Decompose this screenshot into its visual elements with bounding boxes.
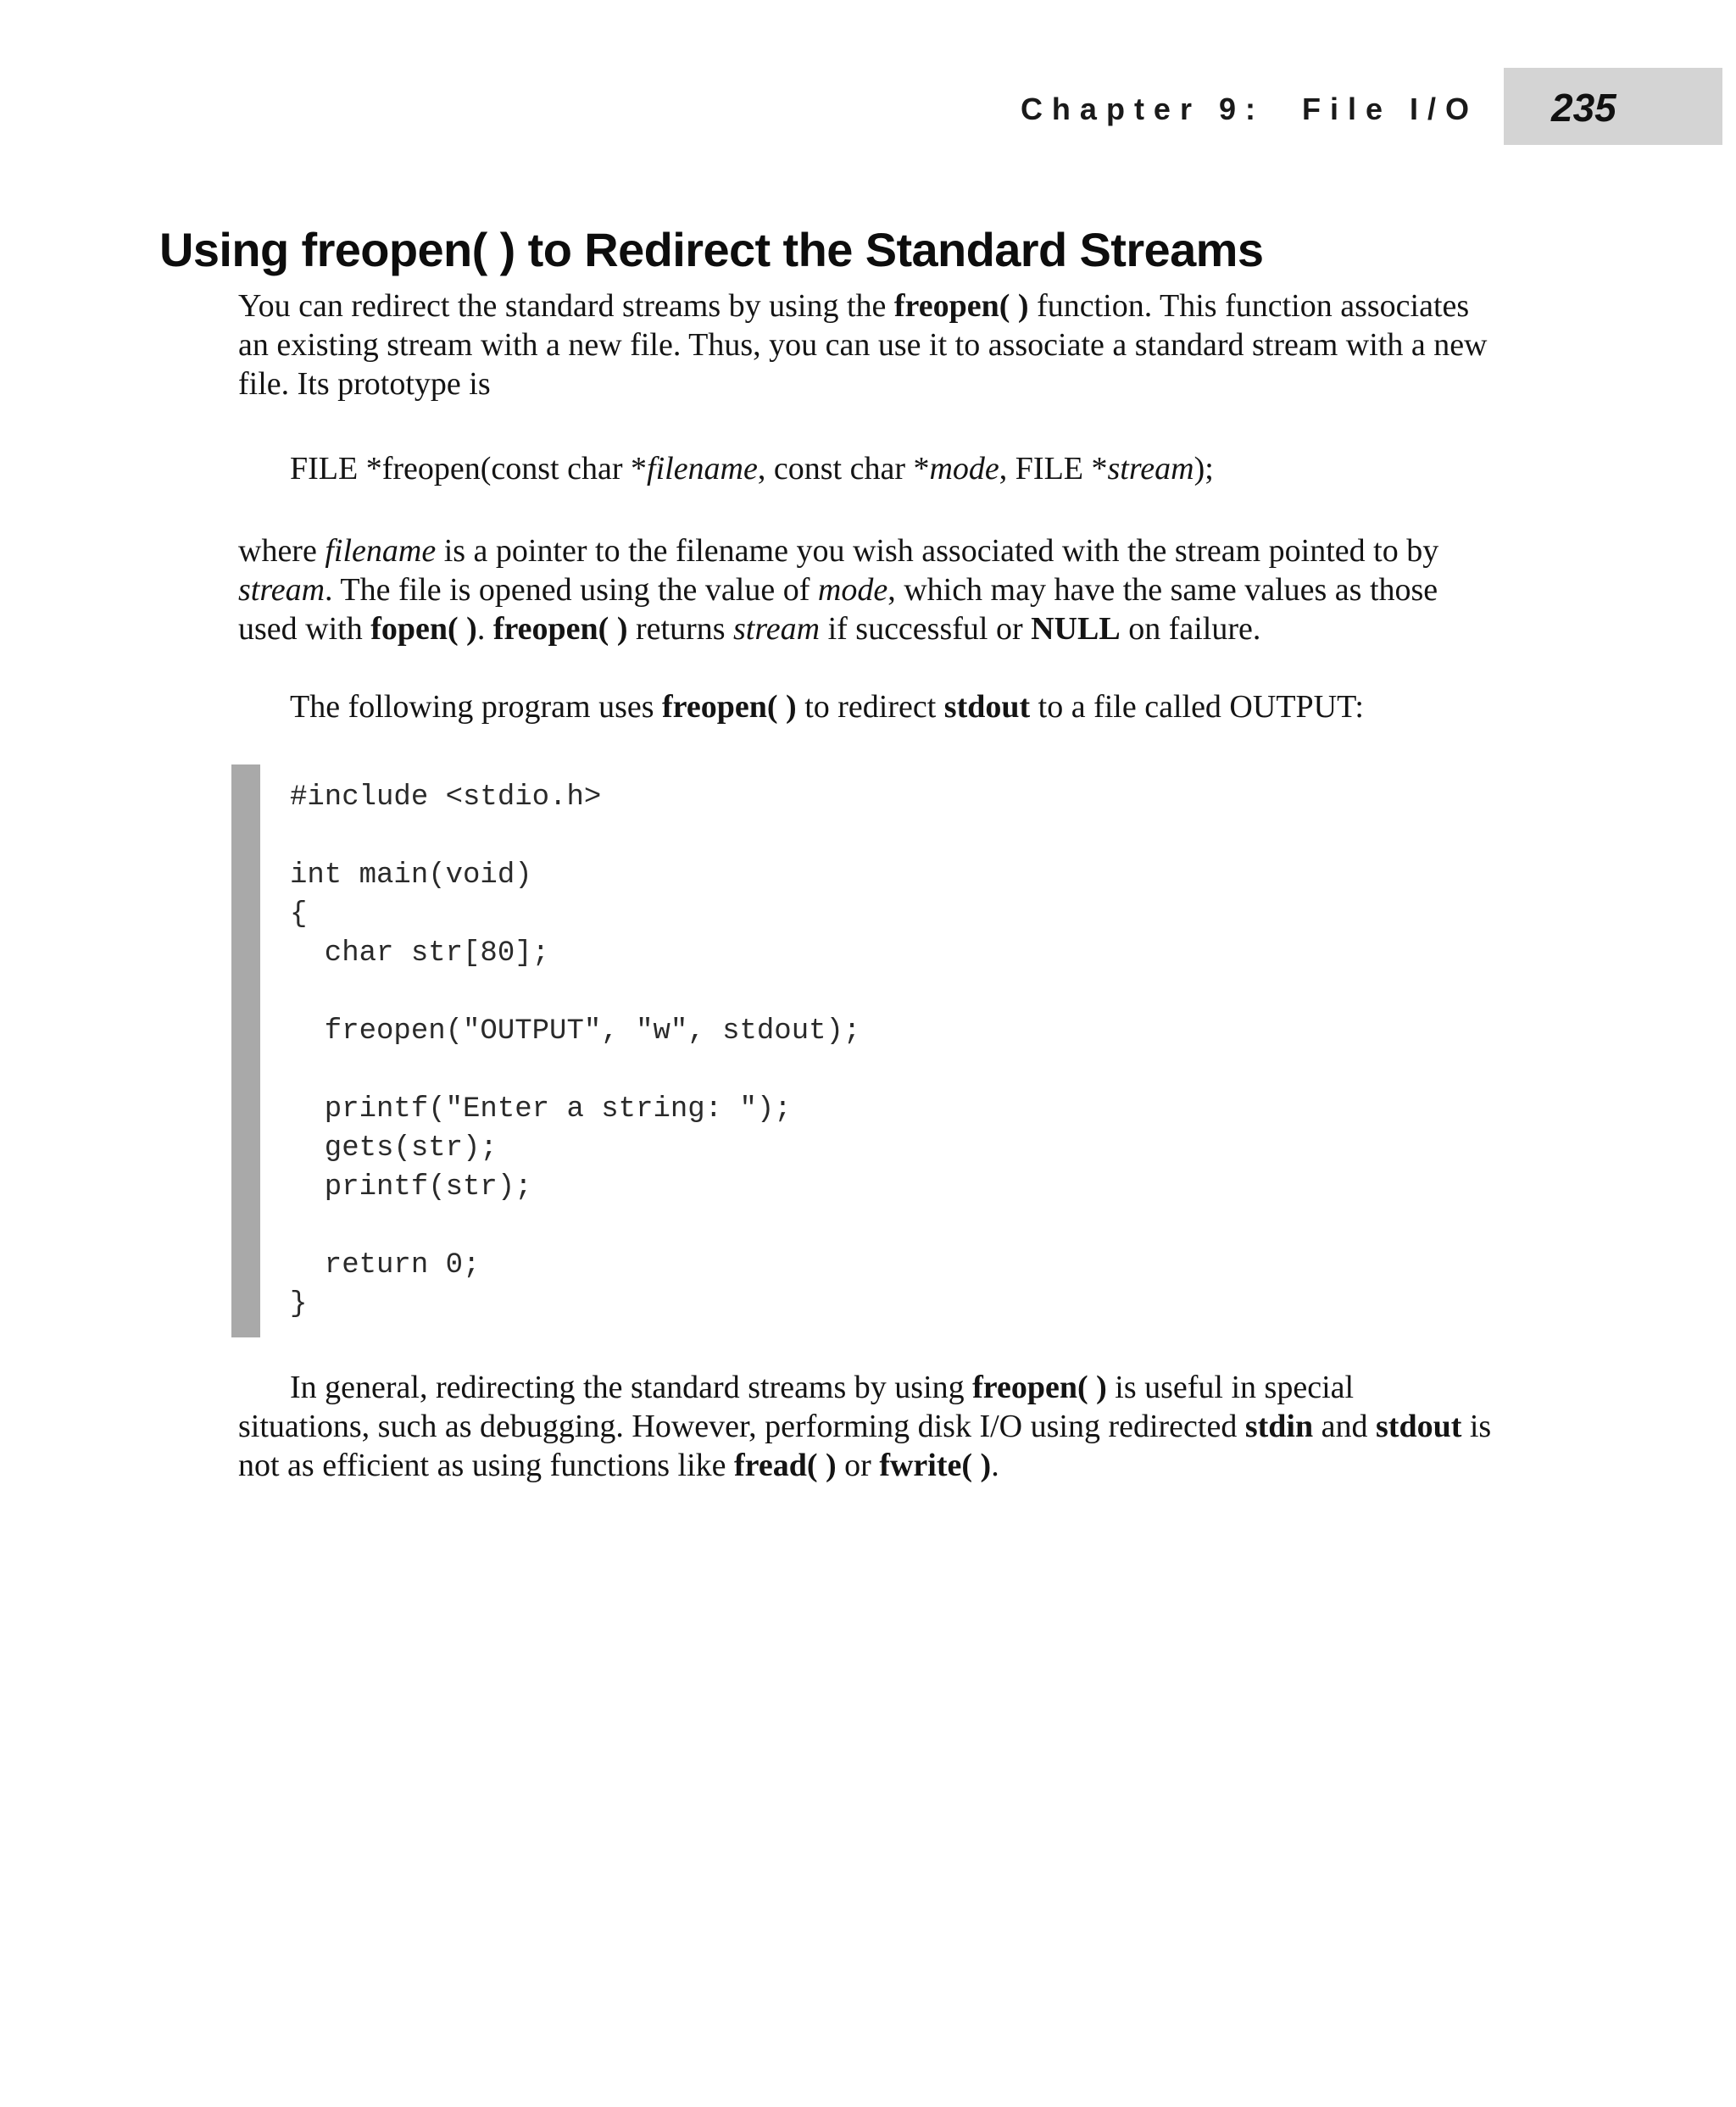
function-prototype (290, 449, 1214, 488)
intro-text-2: function. This function associates an existing stream with a new file. Thus, you can use it to associate a standard stream with a new file. Its prototype is (238, 288, 1488, 402)
explanation-paragraph (238, 531, 1493, 648)
code-line: { (290, 898, 308, 931)
code-line (290, 817, 860, 856)
prog-intro-text-1: The following program uses (290, 689, 663, 725)
expl-text-7: if successful or (820, 611, 1032, 647)
concl-text-4: is not as efficient as using functions like (238, 1409, 1492, 1483)
expl-stream-return: stream (733, 611, 821, 647)
code-line: printf(str); (290, 1171, 532, 1204)
concl-func-fwrite: fwrite( ) (879, 1448, 992, 1483)
section-title: Using freopen( ) to Redirect the Standard Streams (159, 223, 1264, 276)
code-line: int main(void) (290, 859, 532, 892)
concl-text-3: and (1313, 1409, 1376, 1444)
expl-text-6: returns (627, 611, 734, 647)
concl-stdout: stdout (1376, 1409, 1462, 1444)
expl-text-8: on failure. (1120, 611, 1261, 647)
intro-func-freopen: freopen( ) (893, 288, 1029, 324)
expl-stream: stream (238, 572, 326, 608)
proto-param-mode: mode (929, 451, 999, 486)
running-head (1021, 92, 1478, 127)
code-line: char str[80]; (290, 937, 550, 970)
proto-text-1: FILE *freopen(const char * (290, 451, 648, 486)
expl-text-3: . The file is opened using the value of (325, 572, 818, 608)
chapter-label: Chapter 9: (1020, 92, 1265, 126)
expl-text-1: where (238, 533, 326, 569)
expl-text-5: . (476, 611, 493, 647)
page-number: 235 (1551, 86, 1616, 130)
code-line: gets(str); (290, 1132, 498, 1165)
proto-param-stream: stream (1107, 451, 1194, 486)
prog-intro-text-2: to redirect (796, 689, 944, 725)
code-listing (290, 778, 860, 1324)
conclusion-paragraph (238, 1368, 1493, 1485)
page-number-tab (1504, 68, 1722, 145)
code-block-bar (231, 764, 260, 1337)
concl-func-freopen: freopen( ) (972, 1370, 1107, 1405)
intro-paragraph (238, 286, 1493, 403)
concl-text-1: In general, redirecting the standard streams by using (290, 1370, 973, 1405)
prog-intro-text-3: to a file called OUTPUT: (1030, 689, 1364, 725)
concl-text-2: is useful in special situations, such as debugging. However, performing disk I/O using redirected (238, 1370, 1355, 1444)
proto-text-4: ); (1194, 451, 1214, 486)
concl-stdin: stdin (1244, 1409, 1314, 1444)
prog-intro-stdout: stdout (943, 689, 1031, 725)
prog-intro-func-freopen: freopen( ) (662, 689, 797, 725)
code-line: printf("Enter a string: "); (290, 1093, 792, 1126)
proto-text-2: , const char * (757, 451, 930, 486)
expl-func-fopen: fopen( ) (370, 611, 477, 647)
code-line (290, 973, 860, 1012)
expl-text-2: is a pointer to the filename you wish associated with the stream pointed to by (436, 533, 1439, 569)
intro-text-1: You can redirect the standard streams by using the (238, 288, 894, 324)
proto-param-filename: filename (647, 451, 758, 486)
code-line: #include <stdio.h> (290, 781, 602, 814)
concl-text-6: . (991, 1448, 999, 1483)
expl-func-freopen: freopen( ) (492, 611, 628, 647)
code-line (290, 1051, 860, 1090)
expl-text-4: , which may have the same values as those used with (238, 572, 1438, 647)
expl-null: NULL (1031, 611, 1121, 647)
expl-mode: mode (817, 572, 888, 608)
code-line: } (290, 1288, 308, 1320)
chapter-topic: File I/O (1301, 92, 1478, 126)
program-intro-paragraph (238, 687, 1493, 726)
concl-func-fread: fread( ) (734, 1448, 837, 1483)
code-line (290, 1207, 860, 1246)
concl-text-5: or (836, 1448, 880, 1483)
code-line: freopen("OUTPUT", "w", stdout); (290, 1015, 861, 1048)
proto-text-3: , FILE * (999, 451, 1108, 486)
code-line: return 0; (290, 1249, 481, 1281)
expl-filename: filename (325, 533, 437, 569)
